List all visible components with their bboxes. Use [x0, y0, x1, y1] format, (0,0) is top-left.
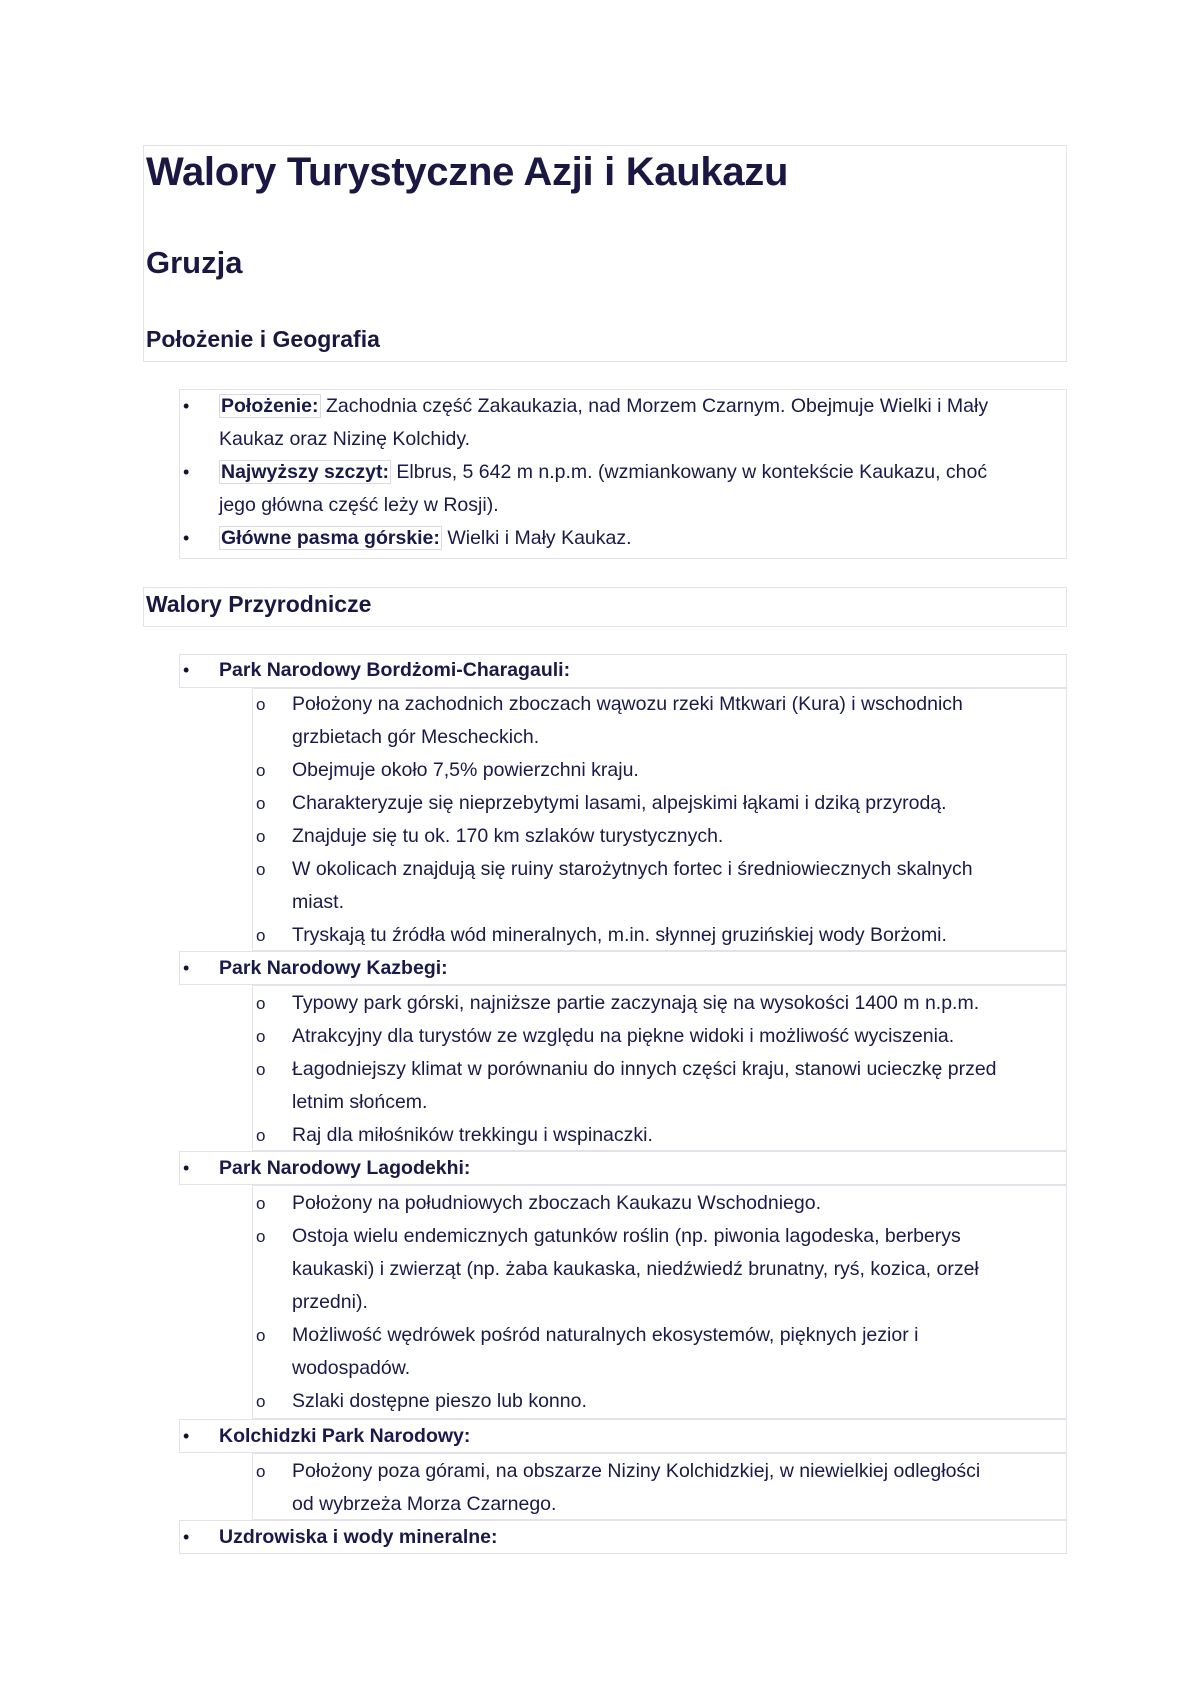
bullet-icon: • [183, 660, 190, 680]
park-detail: Atrakcyjny dla turystów ze względu na piękne widoki i możliwość wyciszenia. [292, 1025, 955, 1047]
document-title: Walory Turystyczne Azji i Kaukazu [146, 150, 789, 194]
location-item-text: Wielki i Mały Kaukaz. [447, 527, 632, 549]
circle-bullet-icon: o [256, 695, 266, 714]
park-detail: Położony na południowych zboczach Kaukazu Wschodniego. [292, 1192, 821, 1214]
park-detail-continuation: kaukaski) i zwierząt (np. żaba kaukaska, niedźwiedź brunatny, ryś, kozica, orzeł [292, 1258, 979, 1280]
location-item-text: Zachodnia część Zakaukazia, nad Morzem Czarnym. Obejmuje Wielki i Mały [325, 395, 989, 417]
park-detail: Obejmuje około 7,5% powierzchni kraju. [292, 759, 639, 781]
bullet-icon: • [183, 1527, 190, 1547]
location-item-label: Położenie: [221, 395, 319, 417]
park-detail: Tryskają tu źródła wód mineralnych, m.in. słynnej gruzińskiej wody Borżomi. [292, 924, 947, 946]
bullet-icon: • [183, 396, 190, 416]
park-detail: Położony poza górami, na obszarze Niziny Kolchidzkiej, w niewielkiej odległości [292, 1460, 981, 1482]
section-heading-location: Położenie i Geografia [146, 326, 380, 352]
park-detail: Łagodniejszy klimat w porównaniu do innych części kraju, stanowi ucieczkę przed [292, 1058, 997, 1080]
park-detail-continuation: miast. [292, 891, 345, 913]
park-detail: Ostoja wielu endemicznych gatunków roślin (np. piwonia lagodeska, berberys [292, 1225, 961, 1247]
park-label: Park Narodowy Bordżomi-Charagauli: [219, 659, 571, 681]
park-detail-continuation: wodospadów. [292, 1357, 411, 1379]
circle-bullet-icon: o [256, 860, 266, 879]
location-item-continuation: jego główna część leży w Rosji). [219, 494, 499, 516]
location-item [219, 527, 632, 550]
park-detail: Możliwość wędrówek pośród naturalnych ekosystemów, pięknych jezior i [292, 1324, 919, 1346]
circle-bullet-icon: o [256, 794, 266, 813]
location-item-label: Główne pasma górskie: [221, 527, 440, 549]
park-label: Park Narodowy Lagodekhi: [219, 1157, 471, 1179]
park-detail: Szlaki dostępne pieszo lub konno. [292, 1390, 587, 1412]
park-label: Kolchidzki Park Narodowy: [219, 1425, 471, 1447]
location-item [219, 461, 987, 484]
circle-bullet-icon: o [256, 994, 266, 1013]
location-item-continuation: Kaukaz oraz Nizinę Kolchidy. [219, 428, 471, 450]
bullet-icon: • [183, 1158, 190, 1178]
park-detail: Położony na zachodnich zboczach wąwozu rzeki Mtkwari (Kura) i wschodnich [292, 693, 963, 715]
section-heading-nature: Walory Przyrodnicze [146, 591, 372, 617]
circle-bullet-icon: o [256, 761, 266, 780]
circle-bullet-icon: o [256, 1027, 266, 1046]
bullet-icon: • [183, 1426, 190, 1446]
park-detail-continuation: przedni). [292, 1291, 368, 1313]
park-label: Uzdrowiska i wody mineralne: [219, 1526, 498, 1548]
park-sublist [252, 1185, 1067, 1419]
circle-bullet-icon: o [256, 1392, 266, 1411]
location-item-text: Elbrus, 5 642 m n.p.m. (wzmiankowany w kontekście Kaukazu, choć [396, 461, 988, 483]
bullet-icon: • [183, 958, 190, 978]
bullet-icon: • [183, 462, 190, 482]
park-detail: Typowy park górski, najniższe partie zaczynają się na wysokości 1400 m n.p.m. [292, 992, 980, 1014]
park-detail: Znajduje się tu ok. 170 km szlaków turystycznych. [292, 825, 724, 847]
park-detail: W okolicach znajdują się ruiny starożytnych fortec i średniowiecznych skalnych [292, 858, 973, 880]
circle-bullet-icon: o [256, 1194, 266, 1213]
park-label: Park Narodowy Kazbegi: [219, 957, 448, 979]
circle-bullet-icon: o [256, 1462, 266, 1481]
circle-bullet-icon: o [256, 926, 266, 945]
circle-bullet-icon: o [256, 1060, 266, 1079]
location-item [219, 395, 988, 418]
park-detail-continuation: od wybrzeża Morza Czarnego. [292, 1493, 557, 1515]
park-detail-continuation: grzbietach gór Mescheckich. [292, 726, 540, 748]
circle-bullet-icon: o [256, 827, 266, 846]
park-detail: Raj dla miłośników trekkingu i wspinaczki. [292, 1124, 653, 1146]
country-heading: Gruzja [146, 245, 243, 280]
circle-bullet-icon: o [256, 1227, 266, 1246]
park-detail-continuation: letnim słońcem. [292, 1091, 428, 1113]
circle-bullet-icon: o [256, 1326, 266, 1345]
location-item-label: Najwyższy szczyt: [221, 461, 389, 483]
park-detail: Charakteryzuje się nieprzebytymi lasami, alpejskimi łąkami i dziką przyrodą. [292, 792, 947, 814]
circle-bullet-icon: o [256, 1126, 266, 1145]
bullet-icon: • [183, 528, 190, 548]
